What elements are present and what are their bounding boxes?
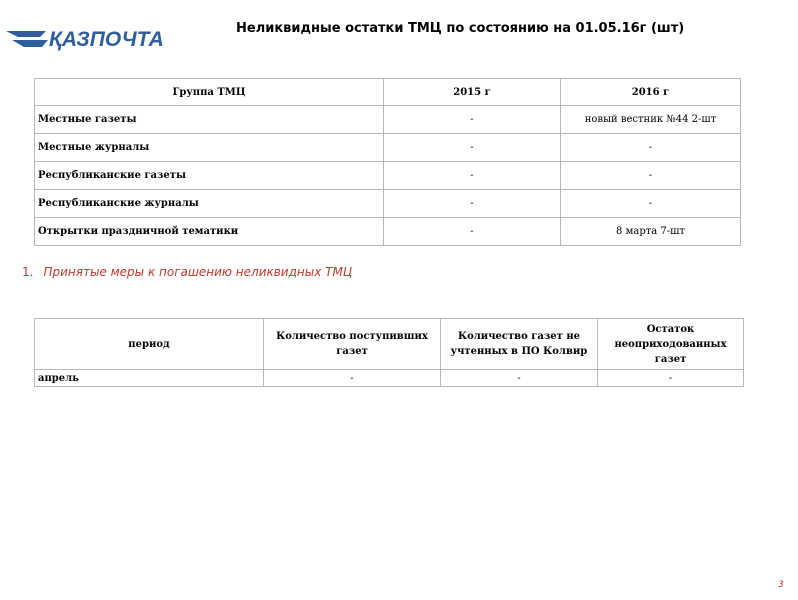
row-group-cell: Открытки праздничной тематики bbox=[35, 218, 384, 246]
illiquid-stock-table bbox=[34, 78, 741, 246]
header-cell-remaining: Остаток неоприходованных газет bbox=[598, 319, 744, 370]
row-group-cell: Местные газеты bbox=[35, 106, 384, 134]
measures-text: Принятые меры к погашению неликвидных ТМЦ bbox=[43, 265, 353, 279]
table-header-row bbox=[35, 79, 741, 106]
row-group-cell: Республиканские журналы bbox=[35, 190, 384, 218]
row-2016-cell: 8 марта 7-шт bbox=[561, 218, 741, 246]
svg-text:ҚАЗПОЧТА: ҚАЗПОЧТА bbox=[49, 28, 164, 51]
row-remaining-cell: - bbox=[598, 370, 744, 387]
row-2016-cell: - bbox=[561, 134, 741, 162]
newspaper-balance-table bbox=[34, 318, 744, 387]
table-row bbox=[35, 162, 741, 190]
row-2015-cell: - bbox=[384, 134, 561, 162]
table-row bbox=[35, 218, 741, 246]
row-2016-cell: - bbox=[561, 190, 741, 218]
row-2016-cell: новый вестник №44 2-шт bbox=[561, 106, 741, 134]
table-row bbox=[35, 106, 741, 134]
table-header-row bbox=[35, 319, 744, 370]
page-title: Неликвидные остатки ТМЦ по состоянию на 01.05.16г (шт) bbox=[236, 21, 685, 36]
row-period-cell: апрель bbox=[35, 370, 264, 387]
measures-number: 1. bbox=[22, 265, 34, 279]
kazpost-logo-icon bbox=[4, 24, 184, 52]
page-number: 3 bbox=[778, 580, 784, 590]
measures-heading bbox=[22, 265, 352, 279]
kazpost-logo bbox=[4, 24, 184, 52]
row-group-cell: Республиканские газеты bbox=[35, 162, 384, 190]
row-2015-cell: - bbox=[384, 162, 561, 190]
row-group-cell: Местные журналы bbox=[35, 134, 384, 162]
table-row bbox=[35, 370, 744, 387]
header-cell-unaccounted: Количество газет не учтенных в ПО Колвир bbox=[441, 319, 598, 370]
row-received-cell: - bbox=[264, 370, 441, 387]
header-cell-2016: 2016 г bbox=[561, 79, 741, 106]
table-row bbox=[35, 134, 741, 162]
row-2015-cell: - bbox=[384, 106, 561, 134]
header-cell-period: период bbox=[35, 319, 264, 370]
header-cell-2015: 2015 г bbox=[384, 79, 561, 106]
header-cell-group: Группа ТМЦ bbox=[35, 79, 384, 106]
row-unaccounted-cell: - bbox=[441, 370, 598, 387]
header-cell-received: Количество поступивших газет bbox=[264, 319, 441, 370]
table-row bbox=[35, 190, 741, 218]
row-2015-cell: - bbox=[384, 190, 561, 218]
row-2016-cell: - bbox=[561, 162, 741, 190]
row-2015-cell: - bbox=[384, 218, 561, 246]
